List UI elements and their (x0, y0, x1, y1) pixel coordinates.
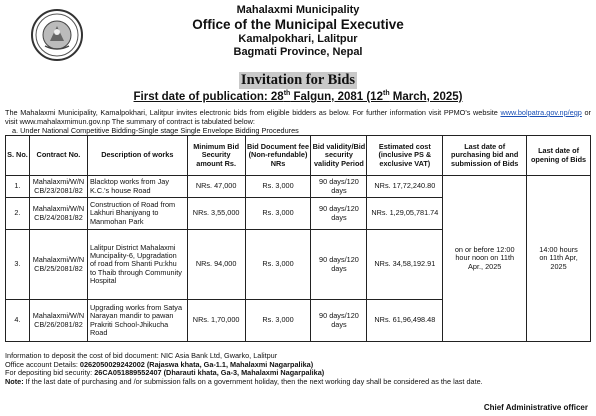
pub-suffix: March, 2025) (389, 91, 463, 103)
cell-lastdate: on or before 12:00 hour noon on 11th Apr., 2025 (443, 176, 527, 342)
municipality-name: Mahalaxmi Municipality (236, 4, 360, 16)
note-text: If the last date of purchasing and /or submission falls on a government holiday, then the next working day shall be considered as the last date. (23, 376, 483, 386)
address-line-1: Kamalpokhari, Lalitpur (238, 33, 358, 45)
header-fee: Bid Document fee (Non-refundable) NRs (245, 136, 311, 176)
letterhead (0, 4, 596, 59)
footer-line-bank: Information to deposit the cost of bid document: NIC Asia Bank Ltd, Gwarko, Lalitpur (5, 351, 278, 360)
footer-note (5, 378, 591, 387)
cell-contract: Mahalaxmi/W/N CB/24/2081/82 (29, 198, 87, 230)
cell-sno: 2. (6, 198, 30, 230)
cell-fee: Rs. 3,000 (245, 300, 311, 342)
office-name: Office of the Municipal Executive (192, 17, 404, 32)
security-value: 26CA051889552407 (Dharauti khata, Ga-3, Mahalaxmi Nagarpalika) (94, 368, 325, 378)
header-description: Description of works (87, 136, 187, 176)
cell-sno: 4. (6, 300, 30, 342)
intro-paragraph (5, 108, 591, 126)
invitation-title-text: Invitation for Bids (240, 72, 356, 88)
header-validity: Bid validity/Bid security validity Period (311, 136, 367, 176)
signature-title: Chief Administrative officer (483, 403, 588, 412)
cell-validity: 90 days/120 days (311, 198, 367, 230)
cell-cost: NRs. 34,58,192.91 (367, 230, 443, 300)
procedure-subhead: a. Under National Competitive Bidding-Single stage Single Envelope Bidding Procedures (12, 126, 299, 135)
security-label: For depositing bid security: (5, 368, 95, 378)
cell-contract: Mahalaxmi/W/N CB/26/2081/82 (29, 300, 87, 342)
bolpatra-link[interactable]: www.bolpatra.gov.np/egp (500, 108, 582, 117)
pub-sup-2: th (382, 90, 390, 97)
cell-security: NRs. 3,55,000 (187, 198, 245, 230)
account-value: 0262050029242002 (Rajaswa khata, Ga-1.1, Mahalaxmi Nagarpalika) (79, 359, 314, 369)
cell-sno: 1. (6, 176, 30, 198)
cell-validity: 90 days/120 days (311, 176, 367, 198)
cell-fee: Rs. 3,000 (245, 198, 311, 230)
publication-date-text (134, 91, 463, 103)
pub-mid: Falgun, 2081 (12 (290, 91, 383, 103)
header-contract: Contract No. (29, 136, 87, 176)
intro-text-2: or visit www.mahalaxmimun.gov.np The summary of contract is tabulated below: (5, 108, 591, 126)
header-cost: Estimated cost (inclusive PS & exclusive VAT) (367, 136, 443, 176)
header-opening: Last date of opening of Bids (527, 136, 591, 176)
intro-text-1: The Mahalaxmi Municipality, Kamalpokhari, Lalitpur invites electronic bids from eligible bidders as below. For further information visit PPMO's website (5, 108, 501, 117)
cell-description: Blacktop works from Jay K.C.'s house Road (87, 176, 187, 198)
header-security: Minimum Bid Security amount Rs. (187, 136, 245, 176)
cell-security: NRs. 47,000 (187, 176, 245, 198)
header-lastdate: Last date of purchasing bid and submission of Bids (443, 136, 527, 176)
cell-contract: Mahalaxmi/W/N CB/23/2081/82 (29, 176, 87, 198)
cell-opening: 14:00 hours on 11th Apr, 2025 (527, 176, 591, 342)
cell-validity: 90 days/120 days (311, 230, 367, 300)
publication-date (0, 91, 596, 103)
cell-description: Construction of Road from Lakhuri Bhanjyang to Manmohan Park (87, 198, 187, 230)
pub-sup-1: th (283, 90, 291, 97)
cell-validity: 90 days/120 days (311, 300, 367, 342)
note-label: Note: (5, 376, 24, 386)
pub-prefix: First date of publication: 28 (133, 91, 284, 103)
table-header-row (6, 136, 591, 176)
cell-cost: NRs. 1,29,05,781.74 (367, 198, 443, 230)
cell-description: Lalitpur District Mahalaxmi Muncipality-6, Upgradation of road from Shanti Pu:khu to Thaib through Community Hospital (87, 230, 187, 300)
account-label: Office account Details: (5, 359, 80, 369)
cell-fee: Rs. 3,000 (245, 230, 311, 300)
cell-sno: 3. (6, 230, 30, 300)
invitation-title (0, 72, 596, 89)
cell-contract: Mahalaxmi/W/N CB/25/2081/82 (29, 230, 87, 300)
cell-cost: NRs. 17,72,240.80 (367, 176, 443, 198)
cell-security: NRs. 1,70,000 (187, 300, 245, 342)
cell-cost: NRs. 61,96,498.48 (367, 300, 443, 342)
cell-fee: Rs. 3,000 (245, 176, 311, 198)
header-sno: S. No. (6, 136, 30, 176)
table-row (6, 176, 591, 198)
cell-security: NRs. 94,000 (187, 230, 245, 300)
bids-table (5, 135, 591, 342)
cell-description: Upgrading works from Satya Narayan mandir to pawan Prakriti School-Jhikucha Road (87, 300, 187, 342)
address-line-2: Bagmati Province, Nepal (233, 46, 363, 58)
footer-info (5, 352, 591, 386)
